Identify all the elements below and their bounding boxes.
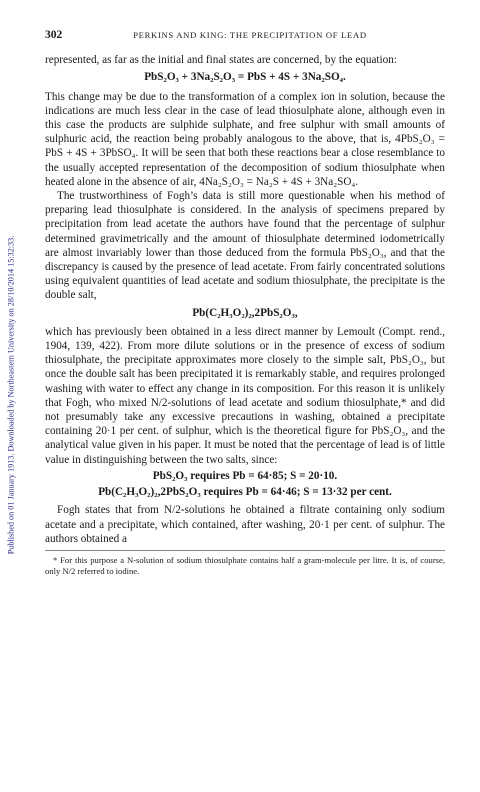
page-content [45, 28, 445, 577]
running-header [45, 28, 445, 42]
page-number: 302 [45, 29, 63, 41]
paragraph-3: The trustworthiness of Fogh’s data is still more questionable when his method of preparing lead thiosulphate is considered. In the analysis of specimens prepared by precipitation from lead acetate the authors have found that the percentage of sulphur determined gravimetrically and the amount of thiosulphate determined iodometrically are almost invariably lower than those deduced from the formula PbS₂O₃, and that the discrepancy is caused by the presence of lead acetate. From fairly concentrated solutions using equivalent quantities of lead acetate and sodium thiosulphate, the precipitate is the double salt, [45, 190, 445, 302]
paragraph-5: Fogh states that from N/2-solutions he obtained a filtrate containing only sodium acetate and a precipitate, which contained, after washing, 20·1 per cent. of sulphur. The authors obtained a [45, 504, 445, 545]
equation-4: Pb(C₂H₃O₂)₂,2PbS₂O₃ requires Pb = 64·46; S = 13·32 per cent. [98, 486, 392, 499]
download-watermark [4, 70, 18, 720]
equation-3: PbS₂O₃ requires Pb = 64·85; S = 20·10. [152, 469, 338, 482]
equation-1: PbS₂O₃ + 3Na₂S₂O₃ = PbS + 4S + 3Na₂SO₄. [144, 71, 346, 84]
footnote: * For this purpose a N-solution of sodium thiosulphate contains half a gram-molecule per litre. It is, of course, only N/2 referred to iodine. [45, 550, 445, 577]
download-notice: Published on 01 January 1913. Downloaded by Northeastern University on 28/10/2014 15:32:33. [6, 235, 16, 555]
paragraph-2: This change may be due to the transformation of a complex ion in solution, because the indications are much less clear in the case of lead thiosulphate alone, although even in this case the products are sulphide sulphate, and free sulphur with small amounts of sulphuric acid, the reaction being probably analogous to the above, that is, 4PbS₂O₃ = PbS + 4S + 3PbSO₄. It will be seen that both these reactions bear a close resemblance to the usually accepted representation of the decomposition of sodium thiosulphate when heated alone in the absence of air, 4Na₂S₂O₃ = Na₂S + 4S + 3Na₂SO₄. [45, 90, 445, 188]
running-title: PERKINS AND KING: THE PRECIPITATION OF LEAD [133, 30, 367, 40]
paragraph-1: represented, as far as the initial and final states are concerned, by the equation: [45, 54, 397, 67]
equation-2: Pb(C₂H₃O₂)₂,2PbS₂O₃, [192, 306, 298, 319]
paragraph-4: which has previously been obtained in a less direct manner by Lemoult (Compt. rend., 1904, 139, 422). From more dilute solutions or in the presence of excess of sodium thiosulphate, the precipitate approximates more closely to the simple salt, PbS₂O₃, but once the double salt has been precipitated it is remarkably stable, and requires prolonged washing with water to effect any change in its composition. For this reason it is unlikely that Fogh, who mixed N/2-solutions of lead acetate and sodium thiosulphate,* and did not presumably take any excessive precautions in washing, obtained a precipitate containing 20·1 per cent. of sulphur, which is the theoretical figure for PbS₂O₃, and the analytical value given in his paper. It must be noted that the percentage of lead is of little value in distinguishing between the two salts, since: [45, 325, 445, 466]
